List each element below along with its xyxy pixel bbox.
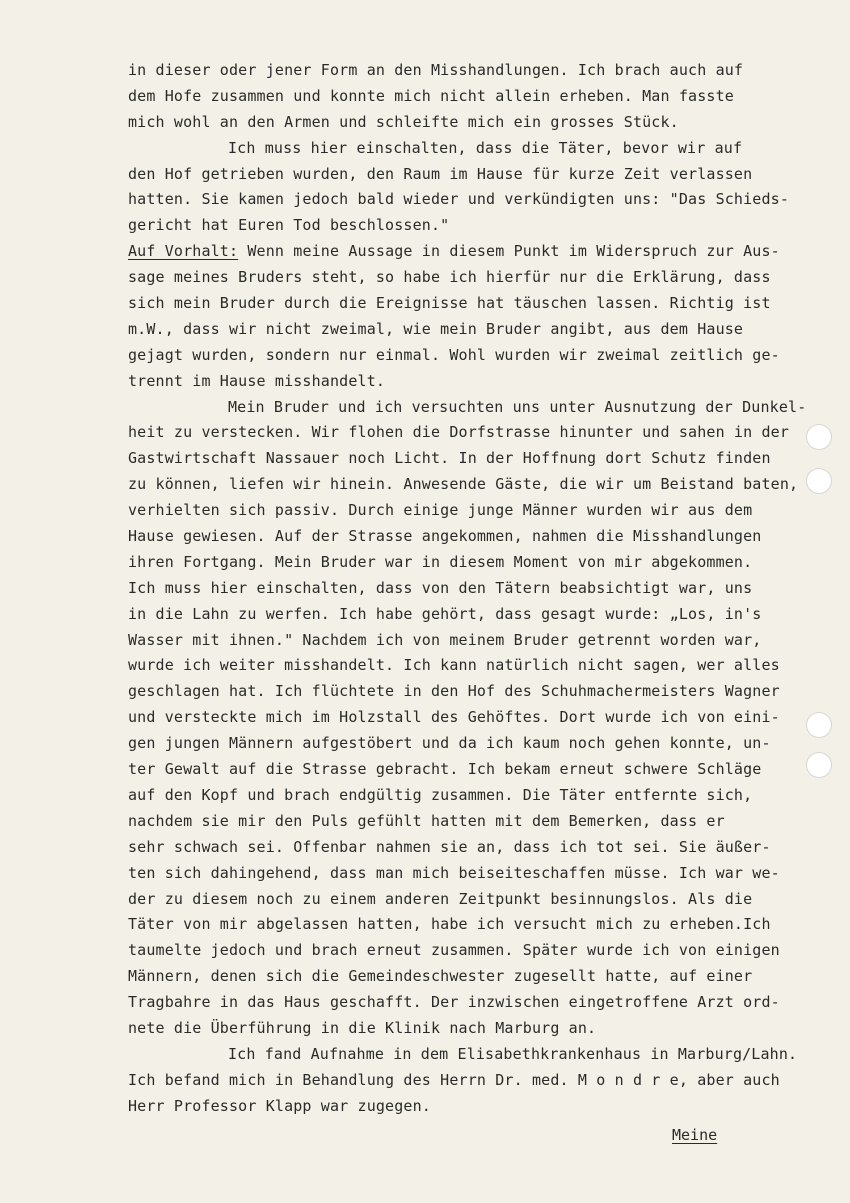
- text-line: mich wohl an den Armen und schleifte mich ein grosses Stück.: [128, 112, 679, 131]
- text-line: sage meines Bruders steht, so habe ich hierfür nur die Erklärung, dass: [128, 268, 771, 287]
- text-line: sehr schwach sei. Offenbar nahmen sie an, dass ich tot sei. Sie äußer-: [128, 837, 771, 856]
- text-line: zu können, liefen wir hinein. Anwesende Gäste, die wir um Beistand baten,: [128, 475, 799, 494]
- text-line: [128, 239, 828, 265]
- text-line: wurde ich weiter misshandelt. Ich kann natürlich nicht sagen, wer alles: [128, 656, 780, 675]
- text-line: Täter von mir abgelassen hatten, habe ich versucht mich zu erheben.Ich: [128, 915, 771, 934]
- text-line: hatten. Sie kamen jedoch bald wieder und verkündigten uns: "Das Schieds-: [128, 190, 790, 209]
- text-line: Männern, denen sich die Gemeindeschwester zugesellt hatte, auf einer: [128, 967, 753, 986]
- punch-hole-icon: [806, 468, 832, 494]
- punch-hole-icon: [806, 712, 832, 738]
- text-line: Mein Bruder und ich versuchten uns unter Ausnutzung der Dunkel-: [228, 397, 807, 416]
- text-line: Hause gewiesen. Auf der Strasse angekommen, nahmen die Misshandlungen: [128, 527, 762, 546]
- text-line: taumelte jedoch und brach erneut zusammen. Später wurde ich von einigen: [128, 941, 780, 960]
- text-line: Herr Professor Klapp war zugegen.: [128, 1096, 431, 1115]
- text-line: Gastwirtschaft Nassauer noch Licht. In der Hoffnung dort Schutz finden: [128, 449, 771, 468]
- text-line: ten sich dahingehend, dass man mich beiseiteschaffen müsse. Ich war we-: [128, 863, 780, 882]
- text-line: gen jungen Männern aufgestöbert und da ich kaum noch gehen konnte, un-: [128, 734, 771, 753]
- text-line: auf den Kopf und brach endgültig zusammen. Die Täter entfernte sich,: [128, 785, 753, 804]
- text-line: der zu diesem noch zu einem anderen Zeitpunkt besinnungslos. Als die: [128, 889, 753, 908]
- punch-hole-icon: [806, 752, 832, 778]
- typewritten-text: [128, 58, 828, 1120]
- text-line: sich mein Bruder durch die Ereignisse hat täuschen lassen. Richtig ist: [128, 294, 771, 313]
- text-line: Wasser mit ihnen." Nachdem ich von meinem Bruder getrennt worden war,: [128, 630, 762, 649]
- text-line: Ich befand mich in Behandlung des Herrn Dr. med. M o n d r e, aber auch: [128, 1070, 780, 1089]
- text-line-content: Wenn meine Aussage in diesem Punkt im Widerspruch zur Aus-: [247, 242, 780, 261]
- text-line: verhielten sich passiv. Durch einige junge Männer wurden wir aus dem: [128, 501, 753, 520]
- text-line: dem Hofe zusammen und konnte mich nicht allein erheben. Man fasste: [128, 86, 734, 105]
- text-line: m.W., dass wir nicht zweimal, wie mein Bruder angibt, aus dem Hause: [128, 319, 744, 338]
- text-line: gericht hat Euren Tod beschlossen.": [128, 216, 450, 235]
- continuation-word: Meine: [672, 1126, 718, 1144]
- text-line: Ich muss hier einschalten, dass von den Tätern beabsichtigt war, uns: [128, 578, 753, 597]
- text-line: trennt im Hause misshandelt.: [128, 371, 386, 390]
- text-line: ihren Fortgang. Mein Bruder war in diesem Moment von mir abgekommen.: [128, 552, 753, 571]
- text-line: den Hof getrieben wurden, den Raum im Hause für kurze Zeit verlassen: [128, 164, 753, 183]
- text-line: und versteckte mich im Holzstall des Gehöftes. Dort wurde ich von eini-: [128, 708, 780, 727]
- text-line: in dieser oder jener Form an den Misshandlungen. Ich brach auch auf: [128, 61, 744, 79]
- auf-vorhalt-label: Auf Vorhalt:: [128, 242, 239, 261]
- text-line: gejagt wurden, sondern nur einmal. Wohl wurden wir zweimal zeitlich ge-: [128, 345, 780, 364]
- text-line: Ich fand Aufnahme in dem Elisabethkrankenhaus in Marburg/Lahn.: [228, 1044, 798, 1063]
- text-line: Tragbahre in das Haus geschafft. Der inzwischen eingetroffene Arzt ord-: [128, 993, 780, 1012]
- text-line: Ich muss hier einschalten, dass die Täter, bevor wir auf: [228, 138, 743, 157]
- text-line: nachdem sie mir den Puls gefühlt hatten mit dem Bemerken, dass er: [128, 811, 725, 830]
- text-line: in die Lahn zu werfen. Ich habe gehört, dass gesagt wurde: „Los, in's: [128, 604, 762, 623]
- punch-hole-icon: [806, 424, 832, 450]
- text-line: ter Gewalt auf die Strasse gebracht. Ich bekam erneut schwere Schläge: [128, 760, 762, 779]
- text-line: heit zu verstecken. Wir flohen die Dorfstrasse hinunter und sahen in der: [128, 423, 790, 442]
- text-line: geschlagen hat. Ich flüchtete in den Hof des Schuhmachermeisters Wagner: [128, 682, 780, 701]
- text-line: nete die Überführung in die Klinik nach Marburg an.: [128, 1018, 597, 1037]
